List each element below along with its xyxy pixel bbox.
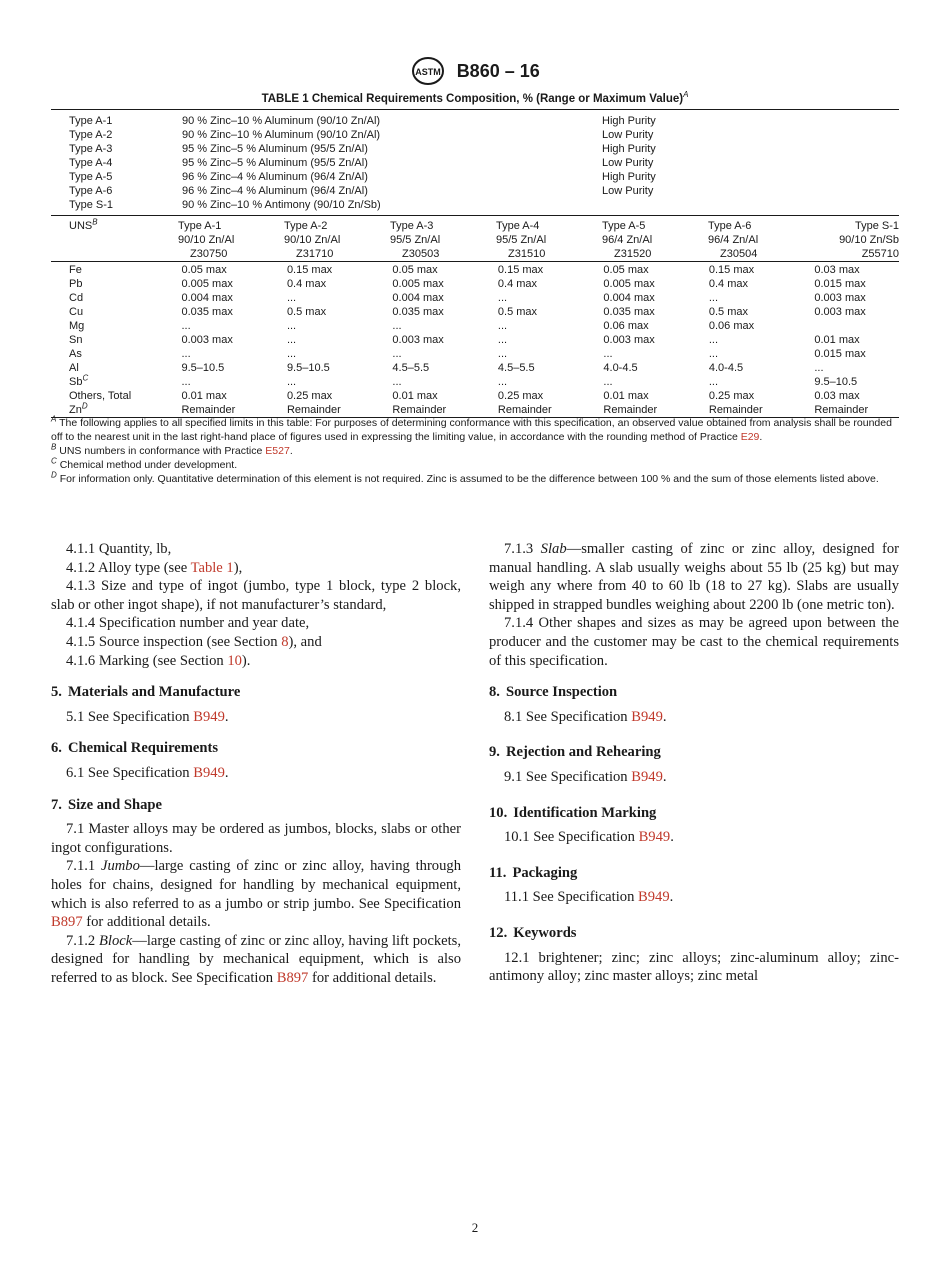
table-cell: 0.01 max — [603, 390, 649, 402]
type-list-desc: 90 % Zinc–10 % Antimony (90/10 Zn/Sb) — [182, 199, 381, 211]
table-cell: 0.15 max — [286, 264, 333, 276]
uns-label: $UNS^B$ — [69, 217, 98, 232]
table-cell: 9.5–10.5 — [286, 362, 330, 374]
column-header-comp: 95/5 Zn/Al — [390, 234, 441, 246]
footnote-d: $^D$ For information only. Quantitative determination of this element is not required. Zinc is assumed to be the difference between 100 % and the sum of those elements listed above. — [51, 470, 879, 485]
table-cell — [814, 319, 899, 333]
type-list-purity — [602, 198, 899, 212]
table-cell: ... — [708, 334, 719, 346]
type-list-desc: 90 % Zinc–10 % Aluminum (90/10 Zn/Al) — [182, 129, 381, 141]
left-column — [51, 540, 461, 987]
link-section-8[interactable]: 8 — [281, 633, 289, 650]
table-row — [51, 333, 899, 347]
column-header-uns: Z31520 — [614, 248, 652, 260]
table-footnotes — [51, 416, 899, 486]
table-cell: 0.4 max — [286, 278, 327, 290]
column-header-uns: Z30504 — [720, 248, 758, 260]
table-row — [51, 375, 899, 389]
table-cell: ... — [814, 362, 824, 374]
section-11-heading: 11. Packaging — [489, 864, 578, 881]
table-cell: Remainder — [497, 404, 552, 416]
column-header — [178, 219, 284, 261]
type-list-desc: 95 % Zinc–5 % Aluminum (95/5 Zn/Al) — [182, 157, 368, 169]
column-header-comp: 90/10 Zn/Sb — [839, 234, 899, 246]
table-cell: 0.005 max — [392, 278, 444, 290]
column-header — [390, 219, 496, 261]
item-8-1: 8.1 See Specification B949. — [504, 708, 667, 725]
astm-logo-icon — [410, 56, 446, 86]
link-b949[interactable]: B949 — [193, 708, 225, 725]
element-label: $Zn^D$ — [69, 401, 88, 416]
table-cell: 0.05 max — [392, 264, 438, 276]
type-list-row — [51, 128, 899, 142]
table-cell: ... — [392, 320, 402, 332]
table-cell: 0.03 max — [814, 390, 860, 402]
uns-header — [51, 216, 899, 261]
table-cell: ... — [497, 334, 508, 346]
table-cell: ... — [497, 292, 508, 304]
table-caption-text: TABLE 1 Chemical Requirements Composition, % (Range or Maximum Value) — [261, 93, 684, 105]
column-header-type: Type A-1 — [178, 220, 222, 232]
table-cell: 0.035 max — [392, 306, 444, 318]
item-12-1: 12.1 brightener; zinc; zinc alloys; zinc-aluminum alloy; zinc-antimony alloy; zinc master alloys; zinc metal — [489, 949, 899, 985]
element-label: Pb — [69, 278, 83, 290]
footnote-a: $^A$ The following applies to all specified limits in this table: For purposes of determining conformance with this specification, an observed value obtained from analysis shall be rounded off to the nearest unit in the last right-hand place of figures used in expressing the limiting value, in accordance with the rounding method of Practice E29. — [51, 414, 892, 443]
table-cell: ... — [603, 376, 613, 388]
type-list-type: Type A-5 — [69, 171, 113, 183]
section-6-heading: 6. Chemical Requirements — [51, 740, 219, 757]
column-header-comp: 90/10 Zn/Al — [178, 234, 235, 246]
type-list-row — [51, 156, 899, 170]
link-e527[interactable]: E527 — [265, 445, 290, 457]
type-list-row — [51, 198, 899, 212]
table-cell: 0.05 max — [603, 264, 649, 276]
table-row — [51, 277, 899, 291]
column-header-type: Type A-3 — [390, 220, 434, 232]
table-cell: ... — [286, 376, 297, 388]
item-7-1-4: 7.1.4 Other shapes and sizes as may be agreed upon between the producer and the customer may be cast to the chemical requirements of this specification. — [489, 615, 899, 669]
table-cell: 0.15 max — [497, 264, 544, 276]
type-list-type: Type A-4 — [69, 157, 113, 169]
chemical-requirements-table — [51, 109, 899, 418]
type-list-row — [51, 184, 899, 198]
type-list-desc: 90 % Zinc–10 % Aluminum (90/10 Zn/Al) — [182, 115, 381, 127]
page-number: 2 — [471, 1220, 479, 1235]
table-cell: Remainder — [286, 404, 341, 416]
link-section-10[interactable]: 10 — [227, 652, 242, 669]
type-list-row — [51, 170, 899, 184]
table-cell: Remainder — [708, 404, 763, 416]
item-7-1-3: 7.1.3 Slab—smaller casting of zinc or zinc alloy, designed for manual handling. A slab usually weighs about 55 lb (25 kg) but may weigh any where from 40 to 60 lb (18 to 27 kg). Slabs are usually shipped in strapped bundles weighing about 2200 lb (one metric ton). — [489, 541, 899, 613]
column-header — [496, 219, 602, 261]
element-label: As — [69, 348, 82, 360]
table-cell: 0.003 max — [814, 292, 866, 304]
type-list-type: Type A-2 — [69, 129, 113, 141]
table-cell: 0.01 max — [392, 390, 438, 402]
column-header-uns: Z31710 — [296, 248, 334, 260]
item-4-1-5: 4.1.5 Source inspection (see Section 8), and — [66, 633, 322, 650]
table-cell: 0.003 max — [181, 334, 233, 346]
table-cell: Remainder — [392, 404, 447, 416]
table-cell: Remainder — [603, 404, 658, 416]
table-caption — [51, 90, 899, 105]
item-6-1: 6.1 See Specification B949. — [66, 764, 229, 781]
table-cell: 0.5 max — [497, 306, 538, 318]
column-header-type: Type A-6 — [708, 220, 752, 232]
type-list-desc: 95 % Zinc–5 % Aluminum (95/5 Zn/Al) — [182, 143, 368, 155]
column-header-uns: Z31510 — [508, 248, 546, 260]
column-header-comp: 95/5 Zn/Al — [496, 234, 547, 246]
right-column — [489, 540, 899, 986]
element-label: Others, Total — [69, 390, 132, 402]
table-cell: 0.4 max — [708, 278, 749, 290]
item-4-1-6: 4.1.6 Marking (see Section 10). — [66, 652, 251, 669]
table-cell: ... — [497, 320, 508, 332]
type-list — [51, 110, 899, 215]
table-cell: ... — [603, 348, 613, 360]
table-cell: 0.003 max — [392, 334, 444, 346]
element-label: Cd — [69, 292, 84, 304]
footnote-c: $^C$ Chemical method under development. — [51, 456, 238, 471]
table-caption-note: A — [683, 90, 689, 100]
table-cell: 4.5–5.5 — [497, 362, 535, 374]
table-cell: ... — [497, 376, 508, 388]
table-cell: ... — [392, 348, 402, 360]
element-label: Sn — [69, 334, 83, 346]
column-header-comp: 96/4 Zn/Al — [602, 234, 653, 246]
table-cell: 0.25 max — [286, 390, 333, 402]
table-cell: ... — [181, 320, 191, 332]
link-b949[interactable]: B949 — [638, 829, 671, 846]
type-list-purity: High Purity — [602, 171, 656, 183]
column-header-uns: Z30503 — [402, 248, 440, 260]
table-row — [51, 319, 899, 333]
table-cell: 9.5–10.5 — [181, 362, 225, 374]
table-cell: 0.015 max — [814, 348, 866, 360]
table-cell: 0.004 max — [392, 292, 444, 304]
item-10-1: 10.1 See Specification B949. — [504, 829, 674, 846]
table-cell: ... — [708, 348, 719, 360]
page-header — [0, 56, 950, 86]
column-header — [814, 219, 899, 261]
item-4-1-2: 4.1.2 Alloy type (see Table 1), — [66, 559, 243, 576]
table-row — [51, 263, 899, 277]
table-cell: 0.005 max — [181, 278, 233, 290]
item-7-1: 7.1 Master alloys may be ordered as jumbos, blocks, slabs or other ingot configurations. — [51, 821, 461, 856]
table-cell: ... — [497, 348, 508, 360]
section-12-heading: 12. Keywords — [489, 924, 577, 941]
type-list-type: Type A-1 — [69, 115, 113, 127]
link-e29[interactable]: E29 — [740, 431, 760, 443]
table-row — [51, 291, 899, 305]
table-cell: ... — [708, 292, 719, 304]
item-5-1: 5.1 See Specification B949. — [66, 708, 229, 725]
table-cell: 0.035 max — [603, 306, 655, 318]
link-b949[interactable]: B949 — [631, 708, 663, 725]
section-10-heading: 10. Identification Marking — [489, 804, 657, 821]
type-list-desc: 96 % Zinc–4 % Aluminum (96/4 Zn/Al) — [182, 185, 368, 197]
section-8-heading: 8. Source Inspection — [489, 684, 618, 701]
column-header-comp: 90/10 Zn/Al — [284, 234, 341, 246]
column-header — [284, 219, 390, 261]
table-cell: ... — [286, 292, 297, 304]
element-label: Fe — [69, 264, 82, 276]
link-b949[interactable]: B949 — [193, 764, 225, 781]
table-cell: 0.005 max — [603, 278, 655, 290]
table-cell: 0.03 max — [814, 264, 860, 276]
section-5-heading: 5. Materials and Manufacture — [51, 684, 241, 701]
type-list-type: Type A-3 — [69, 143, 113, 155]
table-row — [51, 389, 899, 403]
item-11-1: 11.1 See Specification B949. — [504, 889, 674, 906]
table-cell: 0.004 max — [181, 292, 233, 304]
table-cell: Remainder — [814, 404, 869, 416]
link-b897[interactable]: B897 — [276, 969, 309, 986]
column-header — [602, 219, 708, 261]
type-list-purity: Low Purity — [602, 129, 654, 141]
table-cell: Remainder — [181, 404, 236, 416]
table-cell: ... — [286, 334, 297, 346]
table-row — [51, 347, 899, 361]
document-designation: B860 – 16 — [456, 60, 540, 81]
column-header-type: Type A-5 — [602, 220, 646, 232]
table-cell: 0.01 max — [181, 390, 227, 402]
table-cell: 0.25 max — [497, 390, 544, 402]
table-cell: ... — [286, 320, 297, 332]
type-list-row — [51, 114, 899, 128]
table-cell: 0.06 max — [603, 320, 649, 332]
element-label: Cu — [69, 306, 84, 318]
table-cell: 0.003 max — [603, 334, 655, 346]
element-rows — [51, 262, 899, 417]
table-row — [51, 403, 899, 417]
element-label: Al — [69, 362, 79, 374]
table-cell: ... — [708, 376, 719, 388]
column-header-uns: Z30750 — [190, 248, 228, 260]
type-list-desc: 96 % Zinc–4 % Aluminum (96/4 Zn/Al) — [182, 171, 368, 183]
type-list-purity: High Purity — [602, 115, 656, 127]
table-cell: 0.06 max — [708, 320, 755, 332]
type-list-type: Type A-6 — [69, 185, 113, 197]
table-cell: 9.5–10.5 — [814, 376, 858, 388]
table-cell: 0.004 max — [603, 292, 655, 304]
item-7-1-1: 7.1.1 Jumbo—large casting of zinc or zinc alloy, having through holes for chains, designed for handling by mechanical equipment, which is also referred to as a jumbo or strip jumbo. See Specification B897 for additional details. — [51, 858, 461, 931]
link-table-1[interactable]: Table 1 — [190, 559, 234, 576]
column-header-type: Type A-2 — [284, 220, 328, 232]
item-4-1-4: 4.1.4 Specification number and year date, — [66, 615, 310, 632]
table-row — [51, 305, 899, 319]
table-cell: ... — [181, 348, 191, 360]
link-b897[interactable]: B897 — [51, 914, 83, 931]
element-label: Mg — [69, 320, 85, 332]
table-cell: 0.4 max — [497, 278, 538, 290]
table-cell: 0.035 max — [181, 306, 233, 318]
column-header-type: Type S-1 — [854, 220, 899, 232]
table-cell: 4.0-4.5 — [708, 362, 744, 374]
element-label: $Sb^C$ — [69, 373, 89, 388]
column-header-type: Type A-4 — [496, 220, 540, 232]
table-cell: ... — [181, 376, 191, 388]
table-cell: 0.15 max — [708, 264, 755, 276]
type-list-purity: High Purity — [602, 143, 656, 155]
table-cell: 0.05 max — [181, 264, 227, 276]
section-9-heading: 9. Rejection and Rehearing — [489, 744, 661, 761]
type-list-purity: Low Purity — [602, 157, 654, 169]
table-cell: ... — [392, 376, 402, 388]
table-cell: 0.5 max — [708, 306, 749, 318]
column-header-uns: Z55710 — [861, 248, 899, 260]
type-list-row — [51, 142, 899, 156]
item-9-1: 9.1 See Specification B949. — [504, 768, 667, 785]
svg-text:ASTM: ASTM — [415, 67, 441, 77]
table-cell: 0.5 max — [286, 306, 327, 318]
table-row — [51, 361, 899, 375]
type-list-type: Type S-1 — [69, 199, 114, 211]
table-cell: 0.01 max — [814, 334, 860, 346]
table-cell: 4.0-4.5 — [603, 362, 638, 374]
table-cell: 0.015 max — [814, 278, 866, 290]
link-b949[interactable]: B949 — [638, 889, 670, 906]
section-7-heading: 7. Size and Shape — [51, 796, 163, 813]
item-4-1-3: 4.1.3 Size and type of ingot (jumbo, type 1 block, type 2 block, slab or other ingot shape), if not manufacturer’s standard, — [51, 578, 461, 613]
item-7-1-2: 7.1.2 Block—large casting of zinc or zinc alloy, having lift pockets, designed for handling by mechanical equipment, which is also referred to as block. See Specification B897 for additional details. — [51, 932, 461, 986]
table-cell: ... — [286, 348, 297, 360]
column-header — [708, 219, 814, 261]
item-4-1-1: 4.1.1 Quantity, lb, — [66, 541, 172, 557]
footnote-b: $^B$ UNS numbers in conformance with Practice E527. — [51, 442, 293, 457]
column-header-comp: 96/4 Zn/Al — [708, 234, 759, 246]
table-cell: 0.003 max — [814, 306, 866, 318]
type-list-purity: Low Purity — [602, 185, 654, 197]
table-cell: 4.5–5.5 — [392, 362, 430, 374]
link-b949[interactable]: B949 — [631, 768, 663, 785]
table-cell: 0.25 max — [708, 390, 755, 402]
